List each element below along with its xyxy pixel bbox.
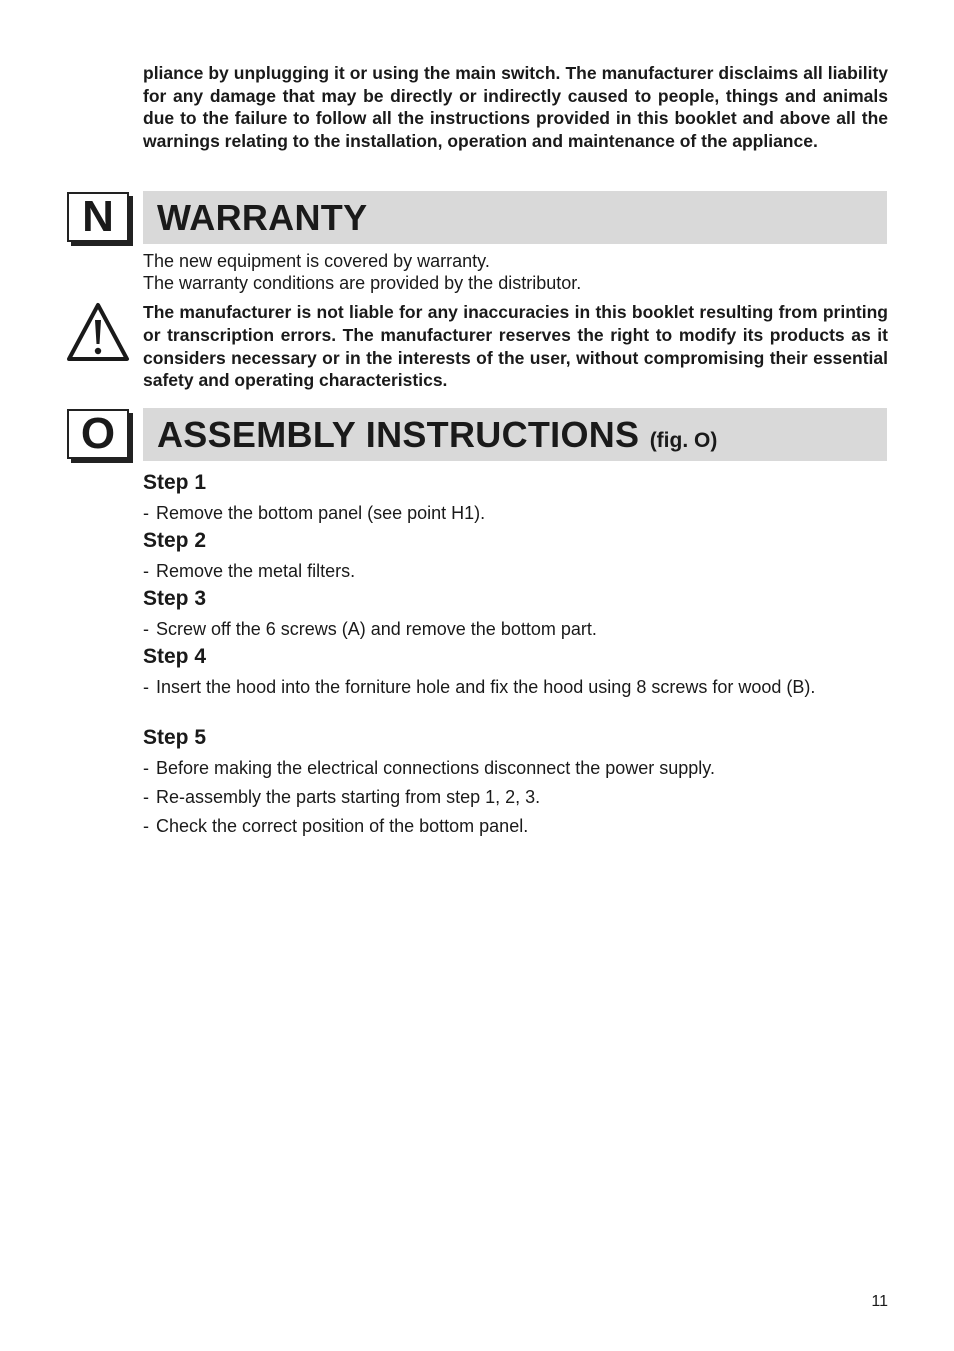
section-letter-o: O <box>67 409 129 459</box>
assembly-title <box>157 414 717 462</box>
list-dash: - <box>143 677 149 697</box>
assembly-header <box>143 408 887 461</box>
list-dash: - <box>143 787 149 807</box>
list-dash: - <box>143 619 149 639</box>
step-3-item-1-text: Screw off the 6 screws (A) and remove the bottom part. <box>156 619 597 639</box>
intro-paragraph: pliance by unplugging it or using the main switch. The manufacturer disclaims all liability for any damage that may be directly or indirectly caused to people, things and animals due to the failure to follow all the instructions provided in this booklet and above all the warnings relating to the installation, operation and maintenance of the appliance. <box>143 63 888 151</box>
warranty-disclaimer: The manufacturer is not liable for any inaccuracies in this booklet resulting from printing or transcription errors. The manufacturer reserves the right to modify its products as it considers necessary or in the interests of the user, without compromising their essential safety and operating characteristics. <box>143 302 888 391</box>
warranty-title: WARRANTY <box>157 197 368 238</box>
list-dash: - <box>143 758 149 778</box>
step-4-title: Step 4 <box>143 645 207 668</box>
assembly-figure-ref: (fig. O) <box>649 429 718 452</box>
list-dash: - <box>143 561 149 581</box>
step-4-item-1 <box>143 676 888 699</box>
warranty-header <box>143 191 887 244</box>
step-1-title: Step 1 <box>143 471 207 494</box>
step-5-item-3 <box>143 815 888 838</box>
step-1-item-1-text: Remove the bottom panel (see point H1). <box>156 503 486 523</box>
page-number: 11 <box>871 1293 888 1310</box>
step-2-item-1-text: Remove the metal filters. <box>156 561 356 581</box>
assembly-title-text: ASSEMBLY INSTRUCTIONS <box>157 414 640 455</box>
step-3-item-1 <box>143 618 888 641</box>
step-5-item-1 <box>143 757 888 780</box>
step-2-item-1 <box>143 560 888 583</box>
step-5-item-2-text: Re-assembly the parts starting from step 1, 2, 3. <box>156 787 541 807</box>
warranty-line-1: The new equipment is covered by warranty. <box>143 251 490 271</box>
section-letter-n: N <box>67 192 129 242</box>
step-5-item-2 <box>143 786 888 809</box>
step-3-title: Step 3 <box>143 587 207 610</box>
list-dash: - <box>143 816 149 836</box>
step-1-item-1 <box>143 502 888 525</box>
warranty-line-2: The warranty conditions are provided by the distributor. <box>143 273 582 293</box>
step-4-item-1-text: Insert the hood into the forniture hole and fix the hood using 8 screws for wood (B). <box>156 677 816 697</box>
list-dash: - <box>143 503 149 523</box>
step-5-item-1-text: Before making the electrical connections disconnect the power supply. <box>156 758 715 778</box>
step-2-title: Step 2 <box>143 529 207 552</box>
warning-triangle-icon <box>66 302 130 362</box>
step-5-item-3-text: Check the correct position of the bottom panel. <box>156 816 529 836</box>
step-5-title: Step 5 <box>143 726 207 749</box>
